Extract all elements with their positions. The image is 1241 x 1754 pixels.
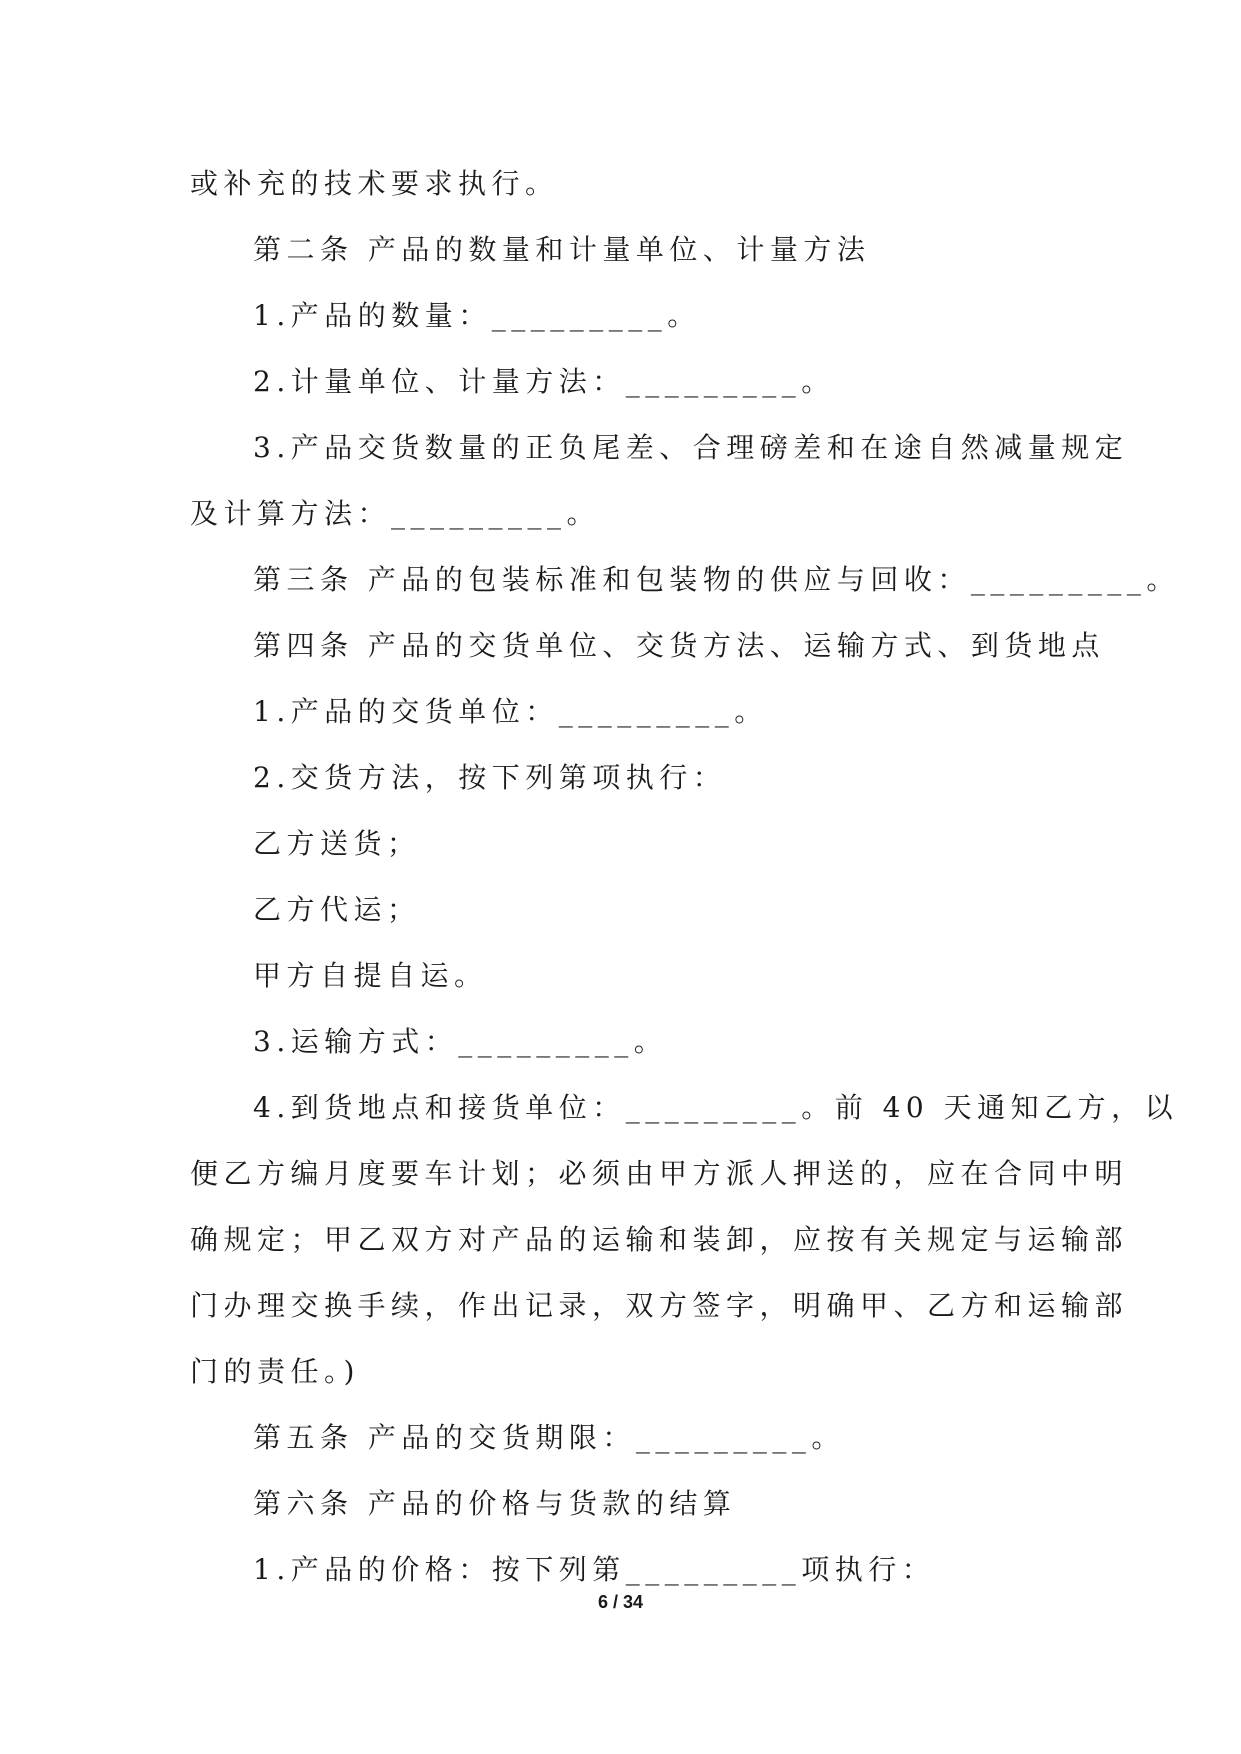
section-heading-5: 第五条 产品的交货期限：_________。	[253, 1421, 845, 1454]
paragraph-line: 3.产品交货数量的正负尾差、合理磅差和在途自然减量规定	[253, 431, 1129, 464]
page-number: 6 / 34	[597, 1592, 644, 1612]
paragraph-line: 门办理交换手续，作出记录，双方签字，明确甲、乙方和运输部	[190, 1289, 1129, 1322]
paragraph-line: 甲方自提自运。	[253, 959, 488, 992]
paragraph-line: 2.计量单位、计量方法：_________。	[253, 365, 835, 398]
paragraph-line: 3.运输方式：_________。	[253, 1025, 668, 1058]
paragraph-line: 1.产品的价格：按下列第_________项执行：	[253, 1553, 936, 1586]
paragraph-line: 乙方送货；	[253, 827, 421, 860]
paragraph-line: 乙方代运；	[253, 893, 421, 926]
paragraph-line: 4.到货地点和接货单位：_________。前 40 天通知乙方，以	[253, 1091, 1179, 1124]
paragraph-line: 门的责任。)	[190, 1355, 360, 1388]
section-heading-4: 第四条 产品的交货单位、交货方法、运输方式、到货地点	[253, 629, 1105, 662]
paragraph-line: 便乙方编月度要车计划；必须由甲方派人押送的，应在合同中明	[190, 1157, 1129, 1190]
section-heading-6: 第六条 产品的价格与货款的结算	[253, 1487, 737, 1520]
paragraph-line: 1.产品的交货单位：_________。	[253, 695, 768, 728]
paragraph-line: 或补充的技术要求执行。	[190, 167, 559, 200]
section-heading-3: 第三条 产品的包装标准和包装物的供应与回收：_________。	[253, 563, 1180, 596]
paragraph-line: 确规定；甲乙双方对产品的运输和装卸，应按有关规定与运输部	[190, 1223, 1129, 1256]
paragraph-line: 1.产品的数量：_________。	[253, 299, 701, 332]
paragraph-line: 2.交货方法，按下列第项执行：	[253, 761, 727, 794]
paragraph-line: 及计算方法：_________。	[190, 497, 601, 530]
section-heading-2: 第二条 产品的数量和计量单位、计量方法	[253, 233, 871, 266]
